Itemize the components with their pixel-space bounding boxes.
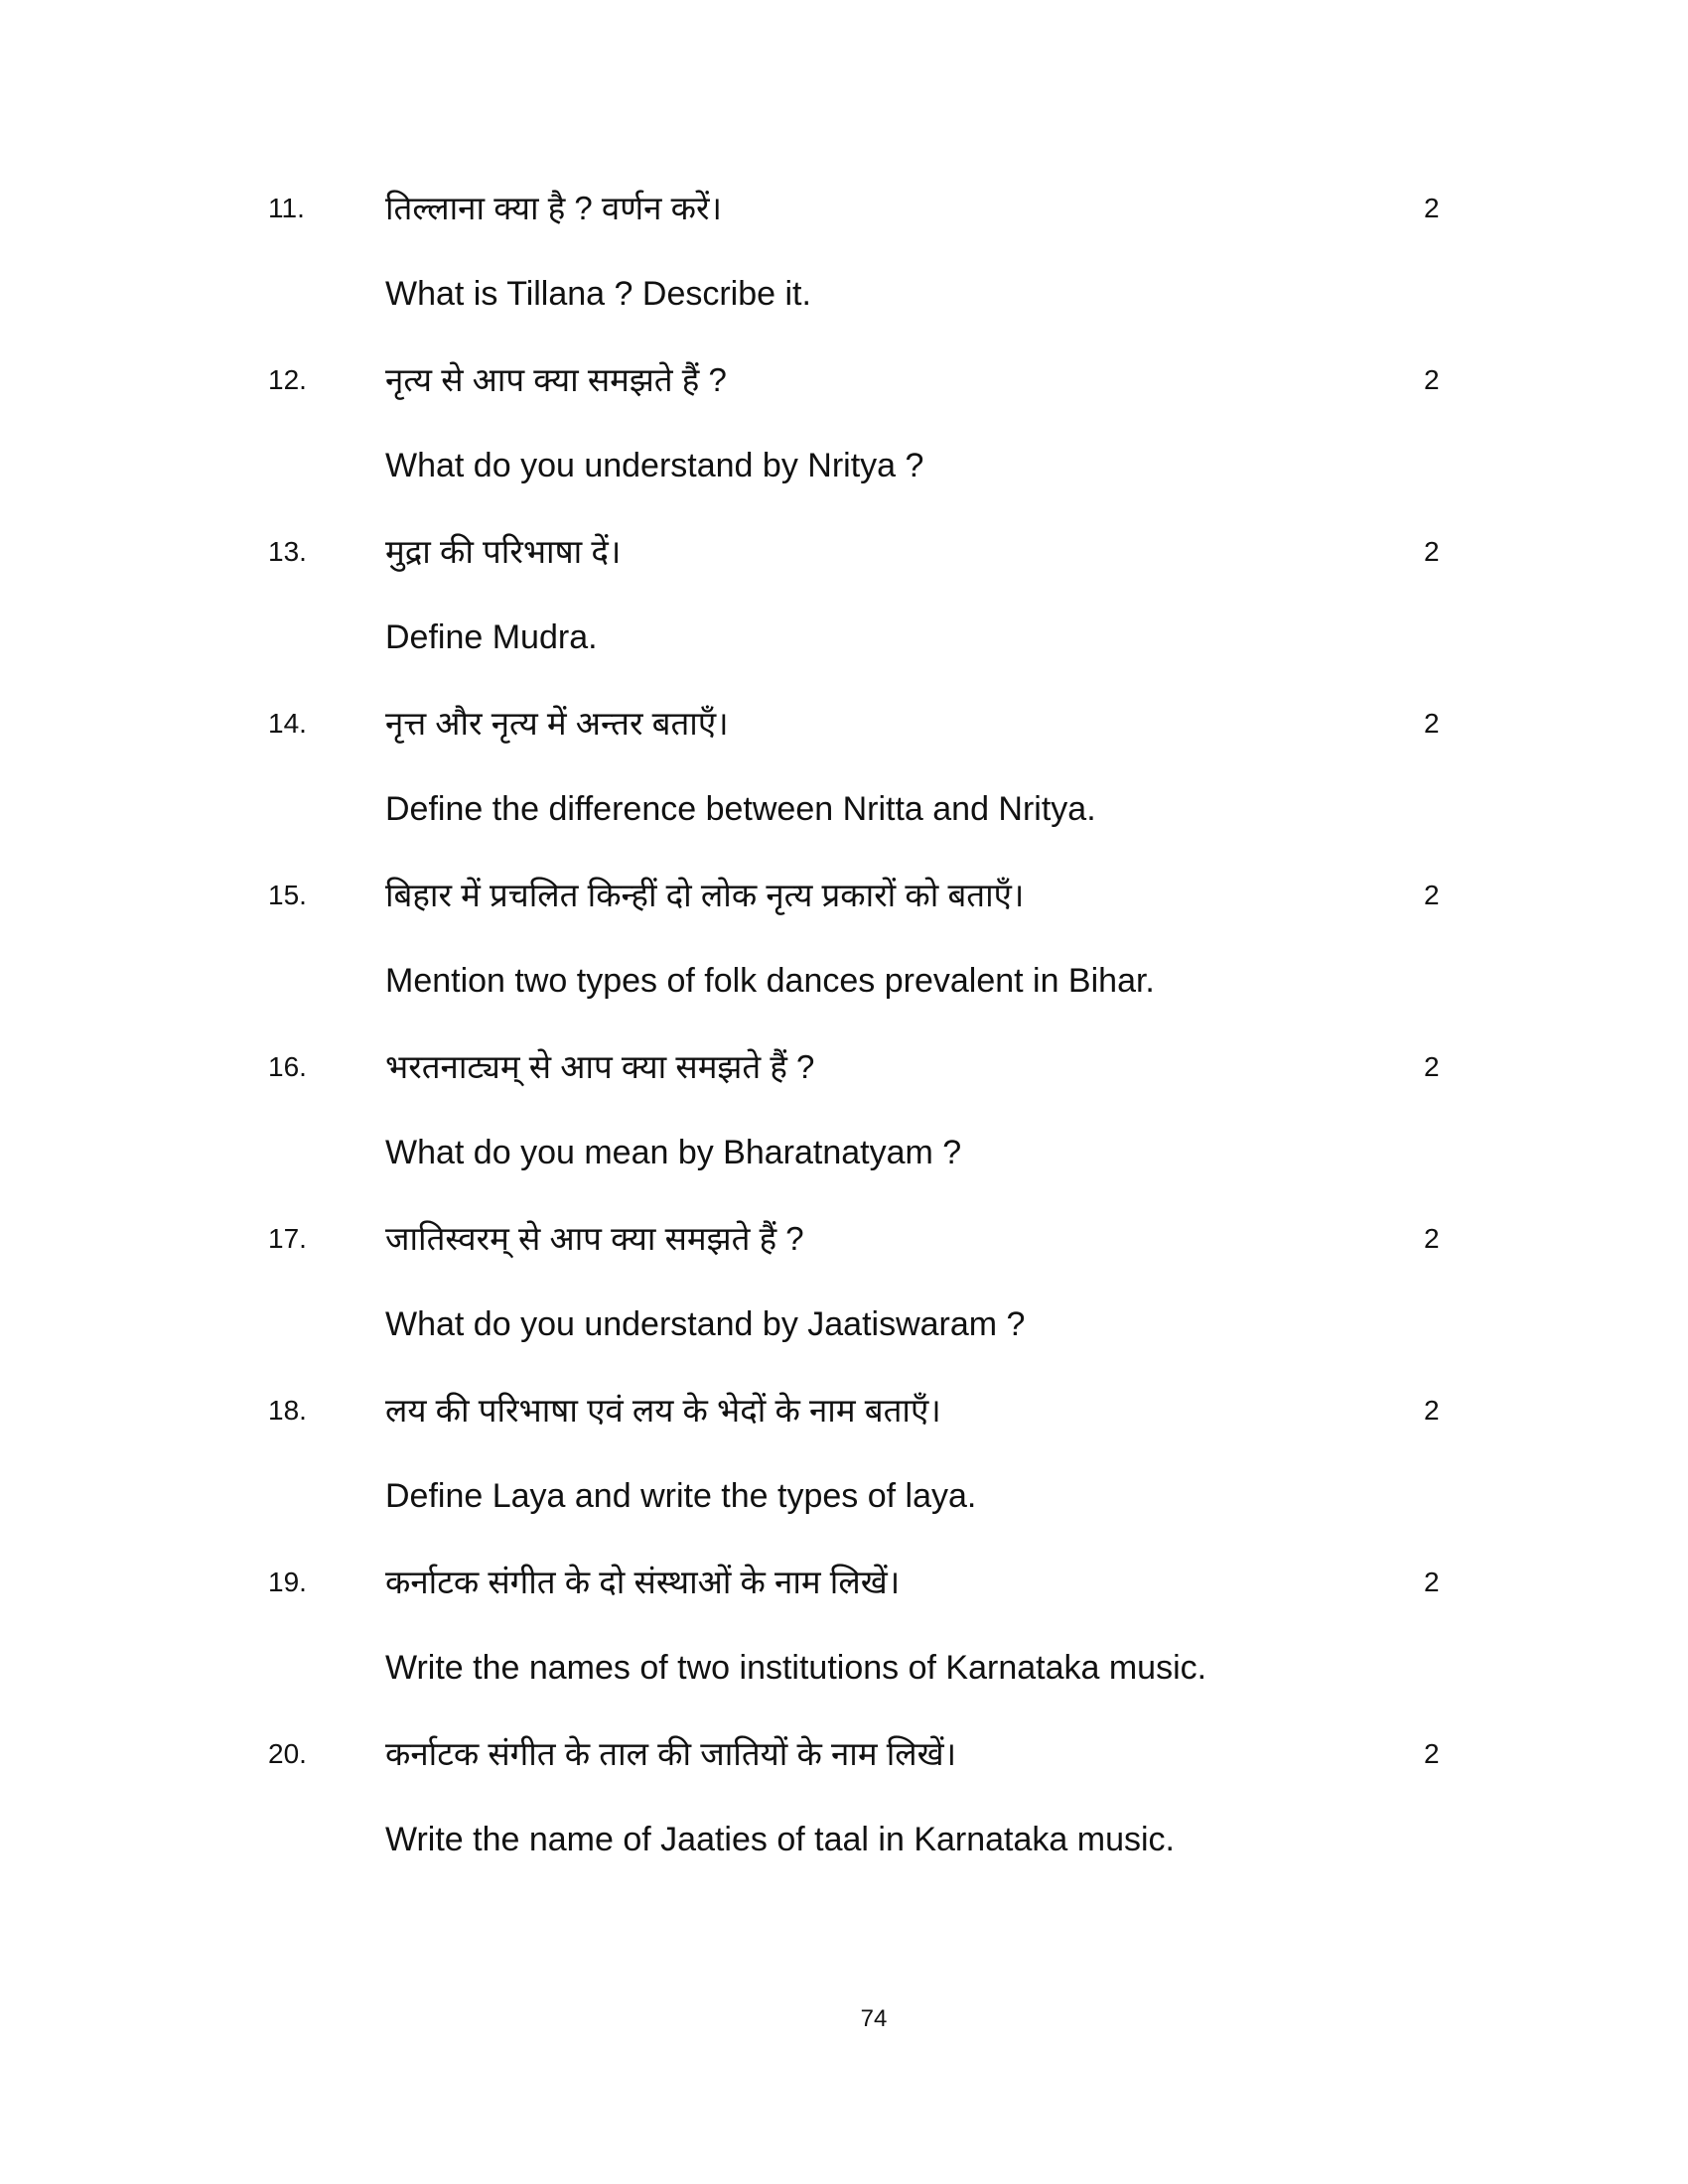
question-marks: 2 <box>1424 708 1440 739</box>
question-text-english: Write the name of Jaaties of taal in Karnataka music. <box>385 1821 1175 1858</box>
question-marks: 2 <box>1424 1567 1440 1597</box>
question-number: 16. <box>268 1051 307 1082</box>
question-item <box>0 361 1688 551</box>
question-item <box>0 705 1688 894</box>
question-item <box>0 1392 1688 1581</box>
page-number: 74 <box>860 2005 888 2032</box>
question-text-english: Define the difference between Nritta and Nritya. <box>385 790 1096 828</box>
question-number: 19. <box>268 1567 307 1597</box>
question-text-english: What do you understand by Jaatiswaram ? <box>385 1305 1026 1343</box>
question-text-hindi: तिल्लाना क्या है ? वर्णन करें। <box>385 190 722 226</box>
question-item <box>0 1735 1688 1925</box>
question-text-english: What is Tillana ? Describe it. <box>385 275 811 313</box>
question-number: 13. <box>268 536 307 567</box>
question-marks: 2 <box>1424 193 1440 223</box>
question-text-english: Define Laya and write the types of laya. <box>385 1477 977 1515</box>
question-text-hindi: मुद्रा की परिभाषा दें। <box>385 533 622 570</box>
question-text-hindi: कर्नाटक संगीत के दो संस्थाओं के नाम लिखें। <box>385 1564 901 1600</box>
question-text-english: What do you understand by Nritya ? <box>385 447 924 484</box>
question-text-hindi: लय की परिभाषा एवं लय के भेदों के नाम बताएँ। <box>385 1392 941 1429</box>
question-number: 12. <box>268 364 307 395</box>
question-text-english: Mention two types of folk dances prevalent in Bihar. <box>385 962 1155 1000</box>
question-marks: 2 <box>1424 364 1440 395</box>
question-marks: 2 <box>1424 1395 1440 1426</box>
question-marks: 2 <box>1424 1051 1440 1082</box>
question-number: 15. <box>268 880 307 910</box>
question-text-english: Define Mudra. <box>385 618 598 656</box>
question-text-english: Write the names of two institutions of Karnataka music. <box>385 1649 1207 1687</box>
question-item <box>0 1048 1688 1238</box>
question-text-hindi: जातिस्वरम् से आप क्या समझते हैं ? <box>385 1220 804 1257</box>
question-number: 17. <box>268 1223 307 1254</box>
question-item <box>0 1564 1688 1753</box>
question-marks: 2 <box>1424 1223 1440 1254</box>
question-text-english: What do you mean by Bharatnatyam ? <box>385 1134 962 1171</box>
question-marks: 2 <box>1424 880 1440 910</box>
question-text-hindi: भरतनाट्यम् से आप क्या समझते हैं ? <box>385 1048 815 1085</box>
question-text-hindi: नृत्त और नृत्य में अन्तर बताएँ। <box>385 705 729 742</box>
question-text-hindi: नृत्य से आप क्या समझते हैं ? <box>385 361 727 398</box>
question-marks: 2 <box>1424 1738 1440 1769</box>
question-item <box>0 533 1688 723</box>
question-number: 11. <box>268 193 305 223</box>
question-marks: 2 <box>1424 536 1440 567</box>
question-text-hindi: बिहार में प्रचलित किन्हीं दो लोक नृत्य प्रकारों को बताएँ। <box>385 877 1025 913</box>
question-item <box>0 1220 1688 1410</box>
question-number: 20. <box>268 1738 307 1769</box>
question-text-hindi: कर्नाटक संगीत के ताल की जातियों के नाम लिखें। <box>385 1735 957 1772</box>
question-number: 18. <box>268 1395 307 1426</box>
question-item <box>0 877 1688 1066</box>
question-number: 14. <box>268 708 307 739</box>
question-item <box>0 190 1688 379</box>
